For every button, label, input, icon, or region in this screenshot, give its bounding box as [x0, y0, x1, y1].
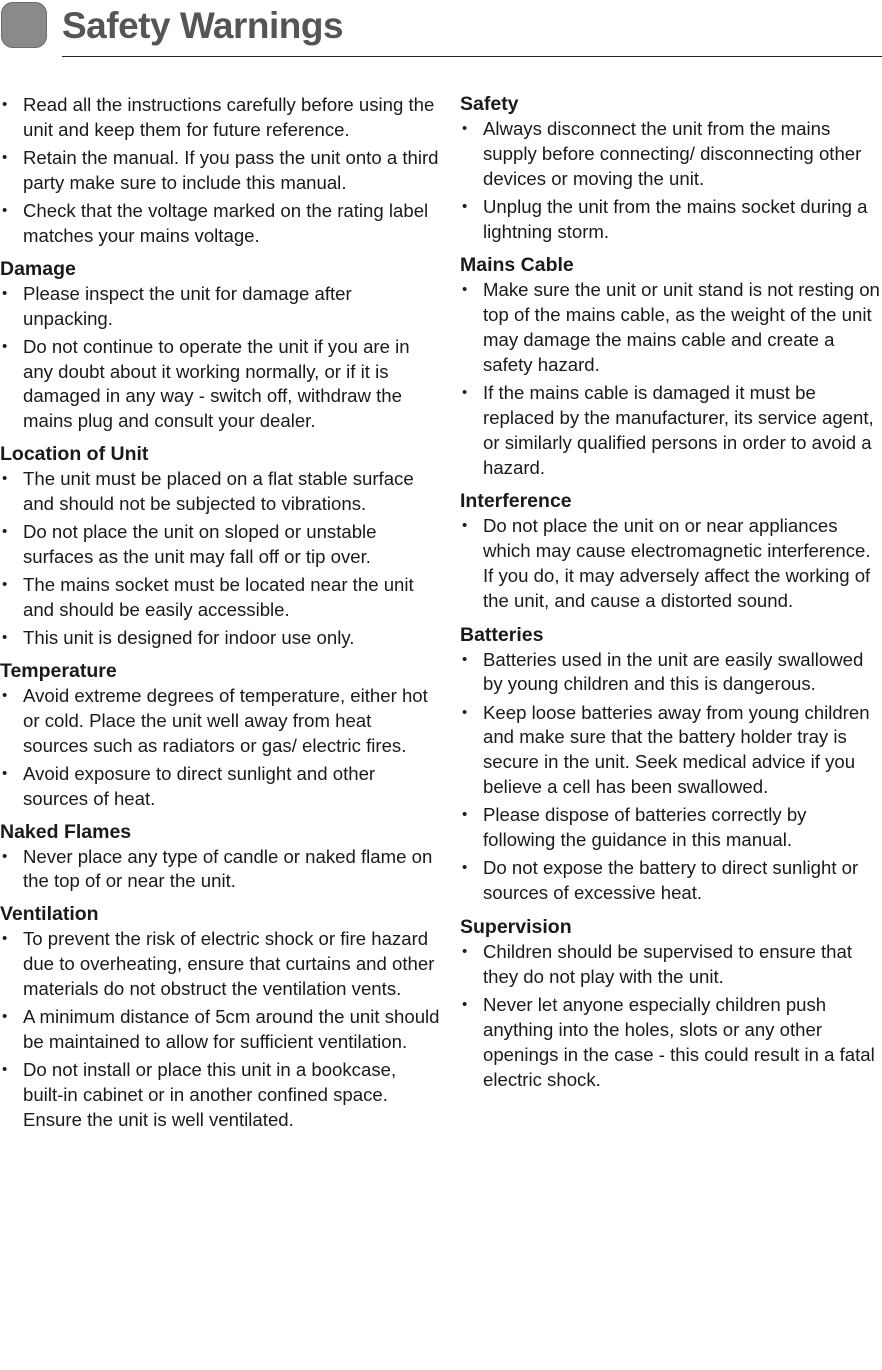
- bullet-list: [0, 845, 440, 895]
- list-item: • Do not continue to operate the unit if you are in any doubt about it working normally, or if it is damaged in any way - switch off, withdraw the mains plug and consult your dealer.: [0, 335, 440, 434]
- list-item: • Do not place the unit on or near appliances which may cause electromagnetic interference. If you do, it may adversely affect the working of the unit, and cause a distorted sound.: [460, 514, 882, 613]
- list-item: • A minimum distance of 5cm around the unit should be maintained to allow for sufficient ventilation.: [0, 1005, 440, 1055]
- list-item: • Do not install or place this unit in a bookcase, built-in cabinet or in another confined space. Ensure the unit is well ventilated.: [0, 1058, 440, 1132]
- list-item: • Avoid exposure to direct sunlight and other sources of heat.: [0, 762, 440, 812]
- list-item: • Unplug the unit from the mains socket during a lightning storm.: [460, 195, 882, 245]
- list-item: • Retain the manual. If you pass the unit onto a third party make sure to include this manual.: [0, 146, 440, 196]
- list-item: • Check that the voltage marked on the rating label matches your mains voltage.: [0, 199, 440, 249]
- list-item: • Do not expose the battery to direct sunlight or sources of excessive heat.: [460, 856, 882, 906]
- right-column: [460, 91, 882, 1100]
- page-title: Safety Warnings: [62, 5, 344, 46]
- list-item: • Children should be supervised to ensure that they do not play with the unit.: [460, 940, 882, 990]
- list-item: • Do not place the unit on sloped or unstable surfaces as the unit may fall off or tip over.: [0, 520, 440, 570]
- section-supervision: [460, 914, 882, 1092]
- section-temperature: [0, 658, 440, 811]
- bullet-list: [0, 282, 440, 434]
- section-damage: [0, 256, 440, 434]
- list-item: • Please inspect the unit for damage after unpacking.: [0, 282, 440, 332]
- section-heading: Naked Flames: [0, 820, 132, 843]
- list-item: • The mains socket must be located near the unit and should be easily accessible.: [0, 573, 440, 623]
- section-mains-cable: [460, 252, 882, 480]
- section-badge-icon: [1, 2, 47, 48]
- bullet-list: [460, 278, 882, 480]
- bullet-list: [460, 514, 882, 613]
- header-divider: [62, 56, 882, 57]
- section-intro: [0, 93, 440, 249]
- section-heading: Damage: [0, 257, 76, 280]
- list-item: • Make sure the unit or unit stand is not resting on top of the mains cable, as the weight of the unit may damage the mains cable and create a safety hazard.: [460, 278, 882, 377]
- bullet-list: [460, 648, 882, 906]
- section-heading: Safety: [460, 93, 519, 115]
- bullet-list: [0, 467, 440, 651]
- section-ventilation: [0, 901, 440, 1132]
- bullet-list: [0, 93, 440, 249]
- list-item: • Batteries used in the unit are easily swallowed by young children and this is dangerous.: [460, 648, 882, 698]
- list-item: • Never let anyone especially children push anything into the holes, slots or any other openings in the case - this could result in a fatal electric shock.: [460, 993, 882, 1092]
- section-heading: Temperature: [0, 660, 117, 683]
- list-item: • If the mains cable is damaged it must be replaced by the manufacturer, its service agent, or similarly qualified persons in order to avoid a hazard.: [460, 381, 882, 480]
- bullet-list: [0, 927, 440, 1132]
- section-heading: Interference: [460, 490, 572, 513]
- bullet-list: [460, 940, 882, 1092]
- section-heading: Location of Unit: [0, 443, 149, 466]
- list-item: • Avoid extreme degrees of temperature, either hot or cold. Place the unit well away from heat sources such as radiators or gas/ electric fires.: [0, 684, 440, 758]
- section-naked-flames: [0, 819, 440, 895]
- list-item: • Please dispose of batteries correctly by following the guidance in this manual.: [460, 803, 882, 853]
- list-item: • Keep loose batteries away from young children and make sure that the battery holder tray is secure in the unit. Seek medical advice if you believe a cell has been swallowed.: [460, 701, 882, 800]
- section-heading: Batteries: [460, 623, 544, 646]
- list-item: • Read all the instructions carefully before using the unit and keep them for future reference.: [0, 93, 440, 143]
- list-item: • Never place any type of candle or naked flame on the top of or near the unit.: [0, 845, 440, 895]
- list-item: • The unit must be placed on a flat stable surface and should not be subjected to vibrations.: [0, 467, 440, 517]
- section-interference: [460, 488, 882, 613]
- section-batteries: [460, 622, 882, 906]
- section-safety: [460, 91, 882, 244]
- list-item: • To prevent the risk of electric shock or fire hazard due to overheating, ensure that curtains and other materials do not obstruct the ventilation vents.: [0, 927, 440, 1001]
- bullet-list: [460, 117, 882, 244]
- section-heading: Ventilation: [0, 903, 99, 926]
- list-item: • This unit is designed for indoor use only.: [0, 626, 440, 651]
- page-header: [0, 0, 882, 60]
- section-location-of-unit: [0, 441, 440, 651]
- left-column: [0, 91, 440, 1140]
- section-heading: Supervision: [460, 916, 572, 939]
- list-item: • Always disconnect the unit from the mains supply before connecting/ disconnecting other devices or moving the unit.: [460, 117, 882, 191]
- bullet-list: [0, 684, 440, 811]
- section-heading: Mains Cable: [460, 254, 574, 277]
